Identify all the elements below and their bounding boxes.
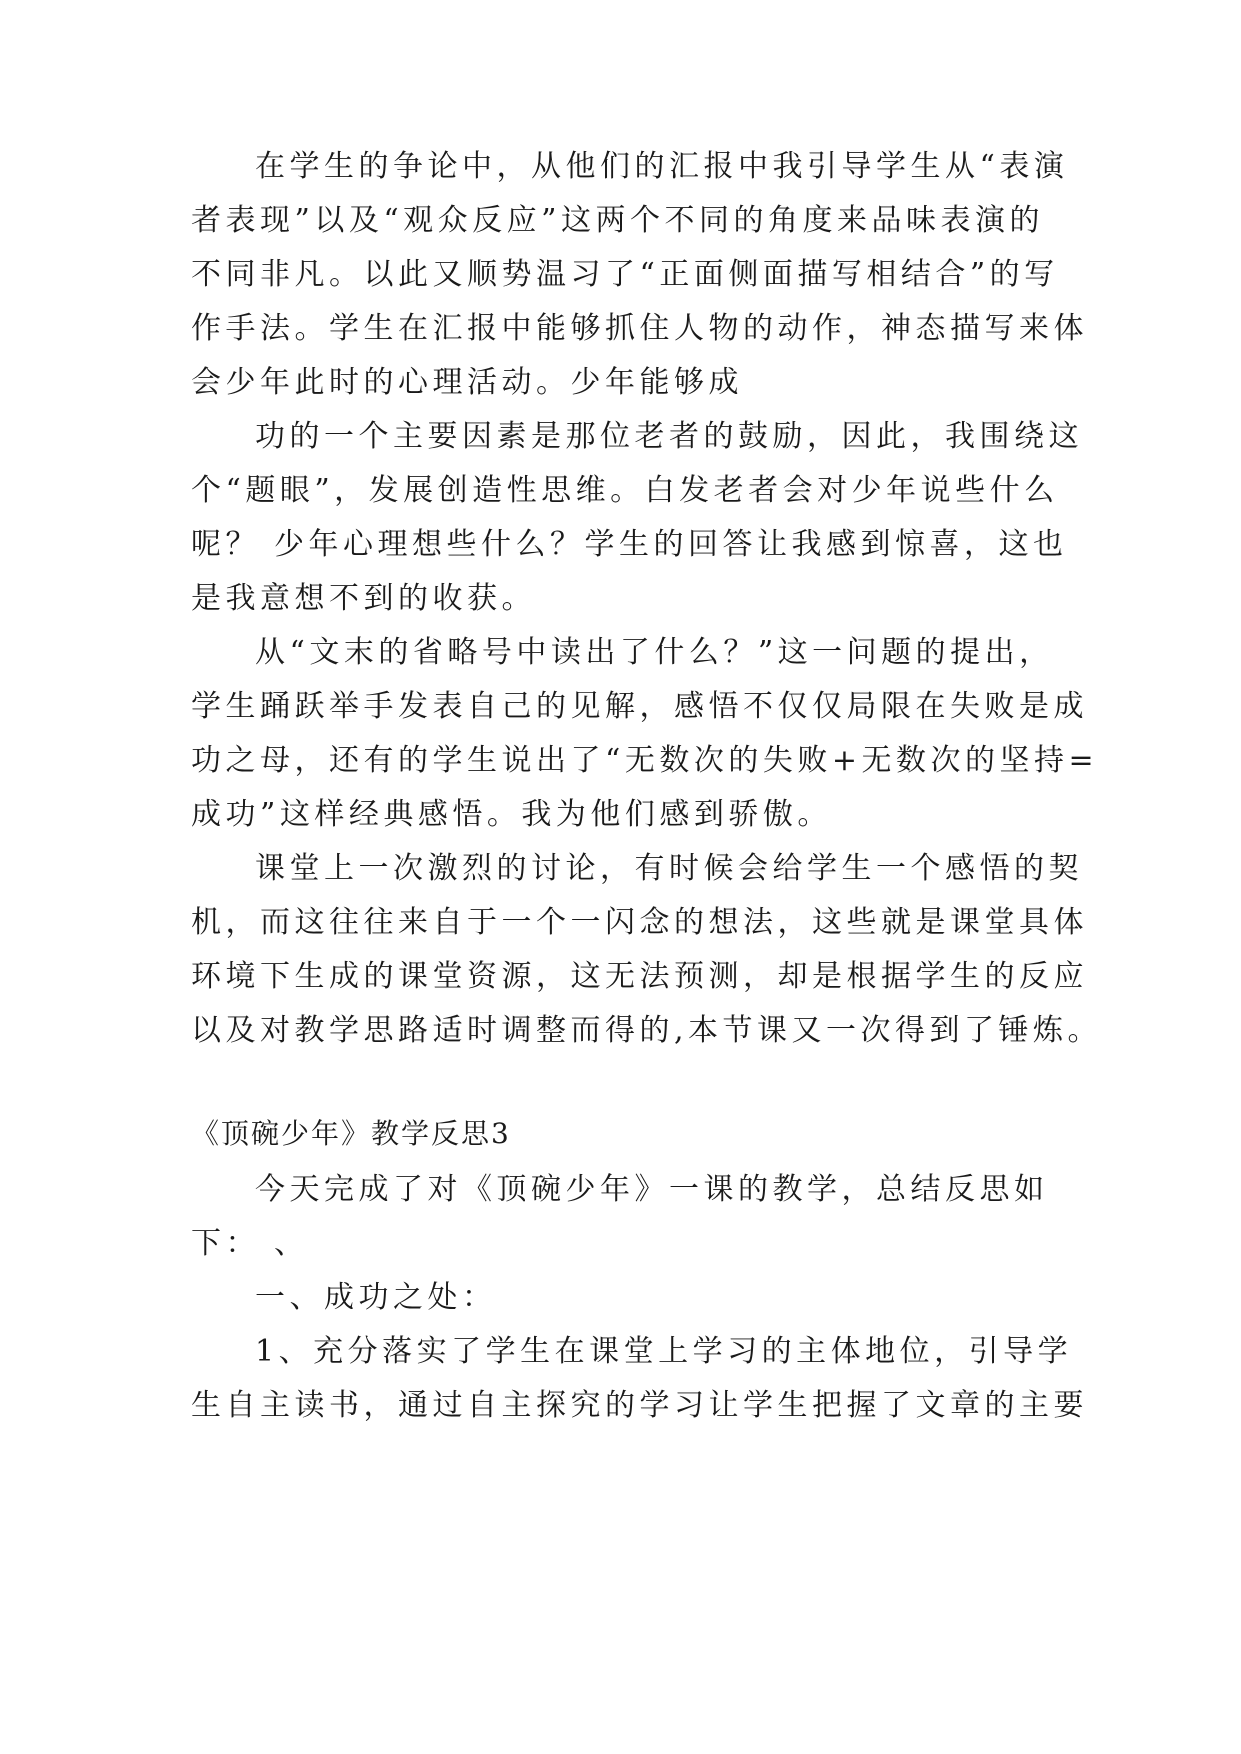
paragraph-3-line-3: 功之母，还有的学生说出了“无数次的失败+无数次的坚持=	[191, 743, 1099, 778]
section-paragraph-3-line-2: 生自主读书，通过自主探究的学习让学生把握了文章的主要	[191, 1388, 1088, 1423]
paragraph-4-line-1: 课堂上一次激烈的讨论，有时候会给学生一个感悟的契	[255, 851, 1083, 886]
paragraph-3-line-4: 成功”这样经典感悟。我为他们感到骄傲。	[191, 797, 832, 832]
section-paragraph-1-line-1: 今天完成了对《顶碗少年》一课的教学，总结反思如	[255, 1172, 1049, 1207]
paragraph-4-line-2: 机，而这往往来自于一个一闪念的想法，这些就是课堂具体	[191, 905, 1088, 940]
paragraph-2-line-2: 个“题眼”，发展创造性思维。白发老者会对少年说些什么	[191, 473, 1059, 508]
paragraph-2-line-1: 功的一个主要因素是那位老者的鼓励，因此，我围绕这	[255, 419, 1083, 454]
paragraph-1-line-3: 不同非凡。以此又顺势温习了“正面侧面描写相结合”的写	[191, 257, 1059, 292]
section-paragraph-3-line-1: 1、充分落实了学生在课堂上学习的主体地位，引导学	[255, 1334, 1073, 1369]
paragraph-1-line-2: 者表现”以及“观众反应”这两个不同的角度来品味表演的	[191, 203, 1045, 238]
paragraph-1-line-5: 会少年此时的心理活动。少年能够成	[191, 365, 743, 400]
paragraph-4-line-4: 以及对教学思路适时调整而得的,本节课又一次得到了锤炼。	[191, 1013, 1103, 1048]
paragraph-4-line-3: 环境下生成的课堂资源，这无法预测，却是根据学生的反应	[191, 959, 1088, 994]
paragraph-2-line-4: 是我意想不到的收获。	[191, 581, 536, 616]
paragraph-1-line-4: 作手法。学生在汇报中能够抓住人物的动作，神态描写来体	[191, 311, 1088, 346]
paragraph-1-line-1: 在学生的争论中，从他们的汇报中我引导学生从“表演	[255, 149, 1069, 184]
section-paragraph-2-line-1: 一、成功之处：	[255, 1280, 497, 1315]
paragraph-3-line-1: 从“文末的省略号中读出了什么？”这一问题的提出，	[255, 635, 1054, 670]
paragraph-2-line-3: 呢？ 少年心理想些什么？学生的回答让我感到惊喜，这也	[191, 527, 1068, 562]
section-paragraph-1-line-2: 下： 、	[191, 1226, 309, 1261]
paragraph-3-line-2: 学生踊跃举手发表自己的见解，感悟不仅仅局限在失败是成	[191, 689, 1088, 724]
section-title: 《顶碗少年》教学反思3	[191, 1117, 511, 1150]
